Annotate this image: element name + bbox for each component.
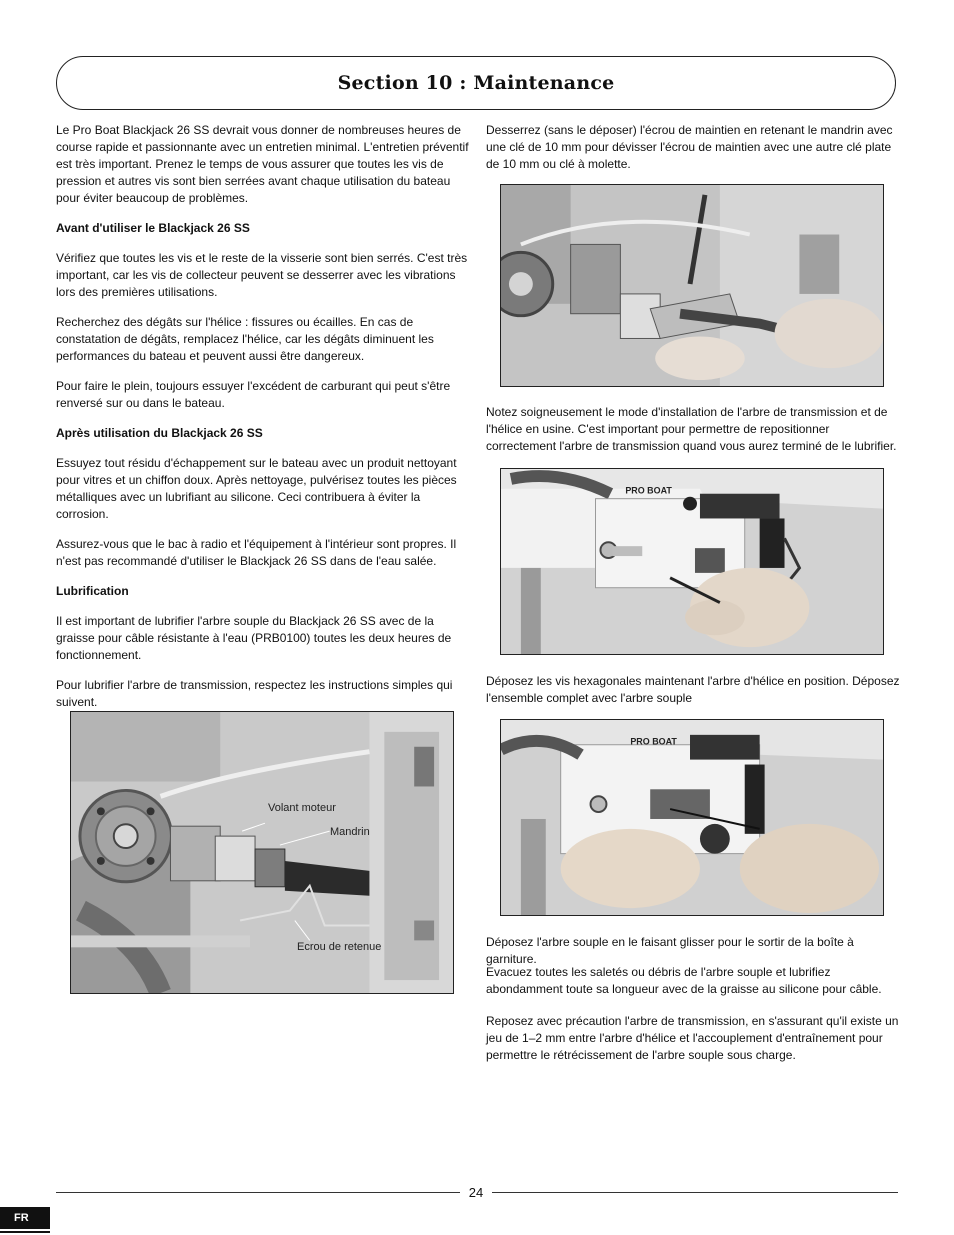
- paragraph-lubricate: Il est important de lubrifier l'arbre souple du Blackjack 26 SS avec de la graisse pour câble résistante à l'eau (PRB0100) toutes les deux heures de fonctionnement.: [56, 614, 452, 662]
- footer-rule-right: [492, 1192, 898, 1193]
- boat-logo-text: PRO BOAT: [625, 485, 672, 496]
- wrench-photo: [500, 184, 884, 387]
- paragraph-radio-box: Assurez-vous que le bac à radio et l'équipement à l'intérieur sont propres. Il n'est pas recommandé d'utiliser le Blackjack 26 SS dans de l'eau salée.: [56, 537, 457, 568]
- section-title: Section 10 : Maintenance: [337, 72, 615, 94]
- propshaft-photo-illustration: [501, 469, 883, 654]
- paragraph-fuel: Pour faire le plein, toujours essuyer l'excédent de carburant qui peut s'être renversé sur ou dans le bateau.: [56, 379, 451, 410]
- engine-photo-illustration: [71, 712, 453, 993]
- callout-mandrin: Mandrin: [330, 826, 370, 838]
- right-paragraph-clean-lubricate: Evacuez toutes les saletés ou débris de l'arbre souple et lubrifiez abondamment toute sa longueur avec de la graisse au silicone pour câble.: [486, 965, 882, 996]
- footer-rule-left: [56, 1192, 460, 1193]
- language-tab-underline: [0, 1231, 50, 1233]
- heading-before-use: Avant d'utiliser le Blackjack 26 SS: [56, 221, 250, 235]
- right-paragraph-loosen: Desserrez (sans le déposer) l'écrou de maintien en retenant le mandrin avec une clé de 10 mm pour dévisser l'écrou de maintien avec une autre clé plate de 10 mm ou clé à molette.: [486, 123, 893, 171]
- callout-volant-moteur: Volant moteur: [268, 802, 336, 814]
- boat-logo-text-2: PRO BOAT: [630, 736, 677, 747]
- left-column: [56, 122, 470, 724]
- right-paragraph-reinstall: Reposez avec précaution l'arbre de transmission, en s'assurant qu'il existe un jeu de 1–2 mm entre l'arbre d'hélice et l'accouplement d'entraînement pour permettre le rétrécissement de l'arbre souple sous charge.: [486, 1014, 899, 1062]
- right-paragraph-remove-screws: Déposez les vis hexagonales maintenant l'arbre d'hélice en position. Déposez l'ensemble complet avec l'arbre souple: [486, 674, 900, 705]
- shaft-removal-photo: [500, 719, 884, 916]
- wrench-photo-illustration: [501, 185, 883, 386]
- paragraph-instructions: Pour lubrifier l'arbre de transmission, respectez les instructions simples qui suivent.: [56, 678, 453, 709]
- callout-ecrou-de-retenue: Ecrou de retenue: [297, 941, 382, 953]
- language-tab: FR: [0, 1207, 50, 1229]
- paragraph-screws: Vérifiez que toutes les vis et le reste de la visserie sont bien serrés. C'est très important, car les vis de collecteur peuvent se desserrer avec les vibrations lors des premières utilisations.: [56, 251, 468, 299]
- intro-paragraph: Le Pro Boat Blackjack 26 SS devrait vous donner de nombreuses heures de course rapide et passionnante avec un entretien minimal. L'entretien préventif est très important. Prenez le temps de vous assurer que toutes les vis de pression et autres vis sont bien serrées avant chaque utilisation du bateau pour éviter beaucoup de problèmes.: [56, 123, 469, 205]
- heading-after-use: Après utilisation du Blackjack 26 SS: [56, 426, 263, 440]
- right-paragraph-slide-out: Déposez l'arbre souple en le faisant glisser pour le sortir de la boîte à garniture.: [486, 935, 854, 966]
- shaft-removal-photo-illustration: [501, 720, 883, 915]
- paragraph-cleaning: Essuyez tout résidu d'échappement sur le bateau avec un produit nettoyant pour vitres et un chiffon doux. Après nettoyage, pulvérisez toutes les pièces métalliques avec un lubrifiant au silicone. Ceci contribuera à éviter la corrosion.: [56, 456, 457, 521]
- page-number: 24: [468, 1185, 484, 1200]
- engine-photo: [70, 711, 454, 994]
- heading-lubrication: Lubrification: [56, 584, 129, 598]
- section-header: [56, 56, 896, 110]
- propshaft-photo: [500, 468, 884, 655]
- right-paragraph-note: Notez soigneusement le mode d'installation de l'arbre de transmission et de l'hélice en usine. C'est important pour permettre de repositionner correctement l'arbre de transmission quand vous aurez terminé de le lubrifier.: [486, 405, 897, 453]
- paragraph-propeller: Recherchez des dégâts sur l'hélice : fissures ou écailles. En cas de constatation de dégâts, remplacez l'hélice, car les dégâts diminuent les performances du bateau et peuvent aussi être dangereux.: [56, 315, 434, 363]
